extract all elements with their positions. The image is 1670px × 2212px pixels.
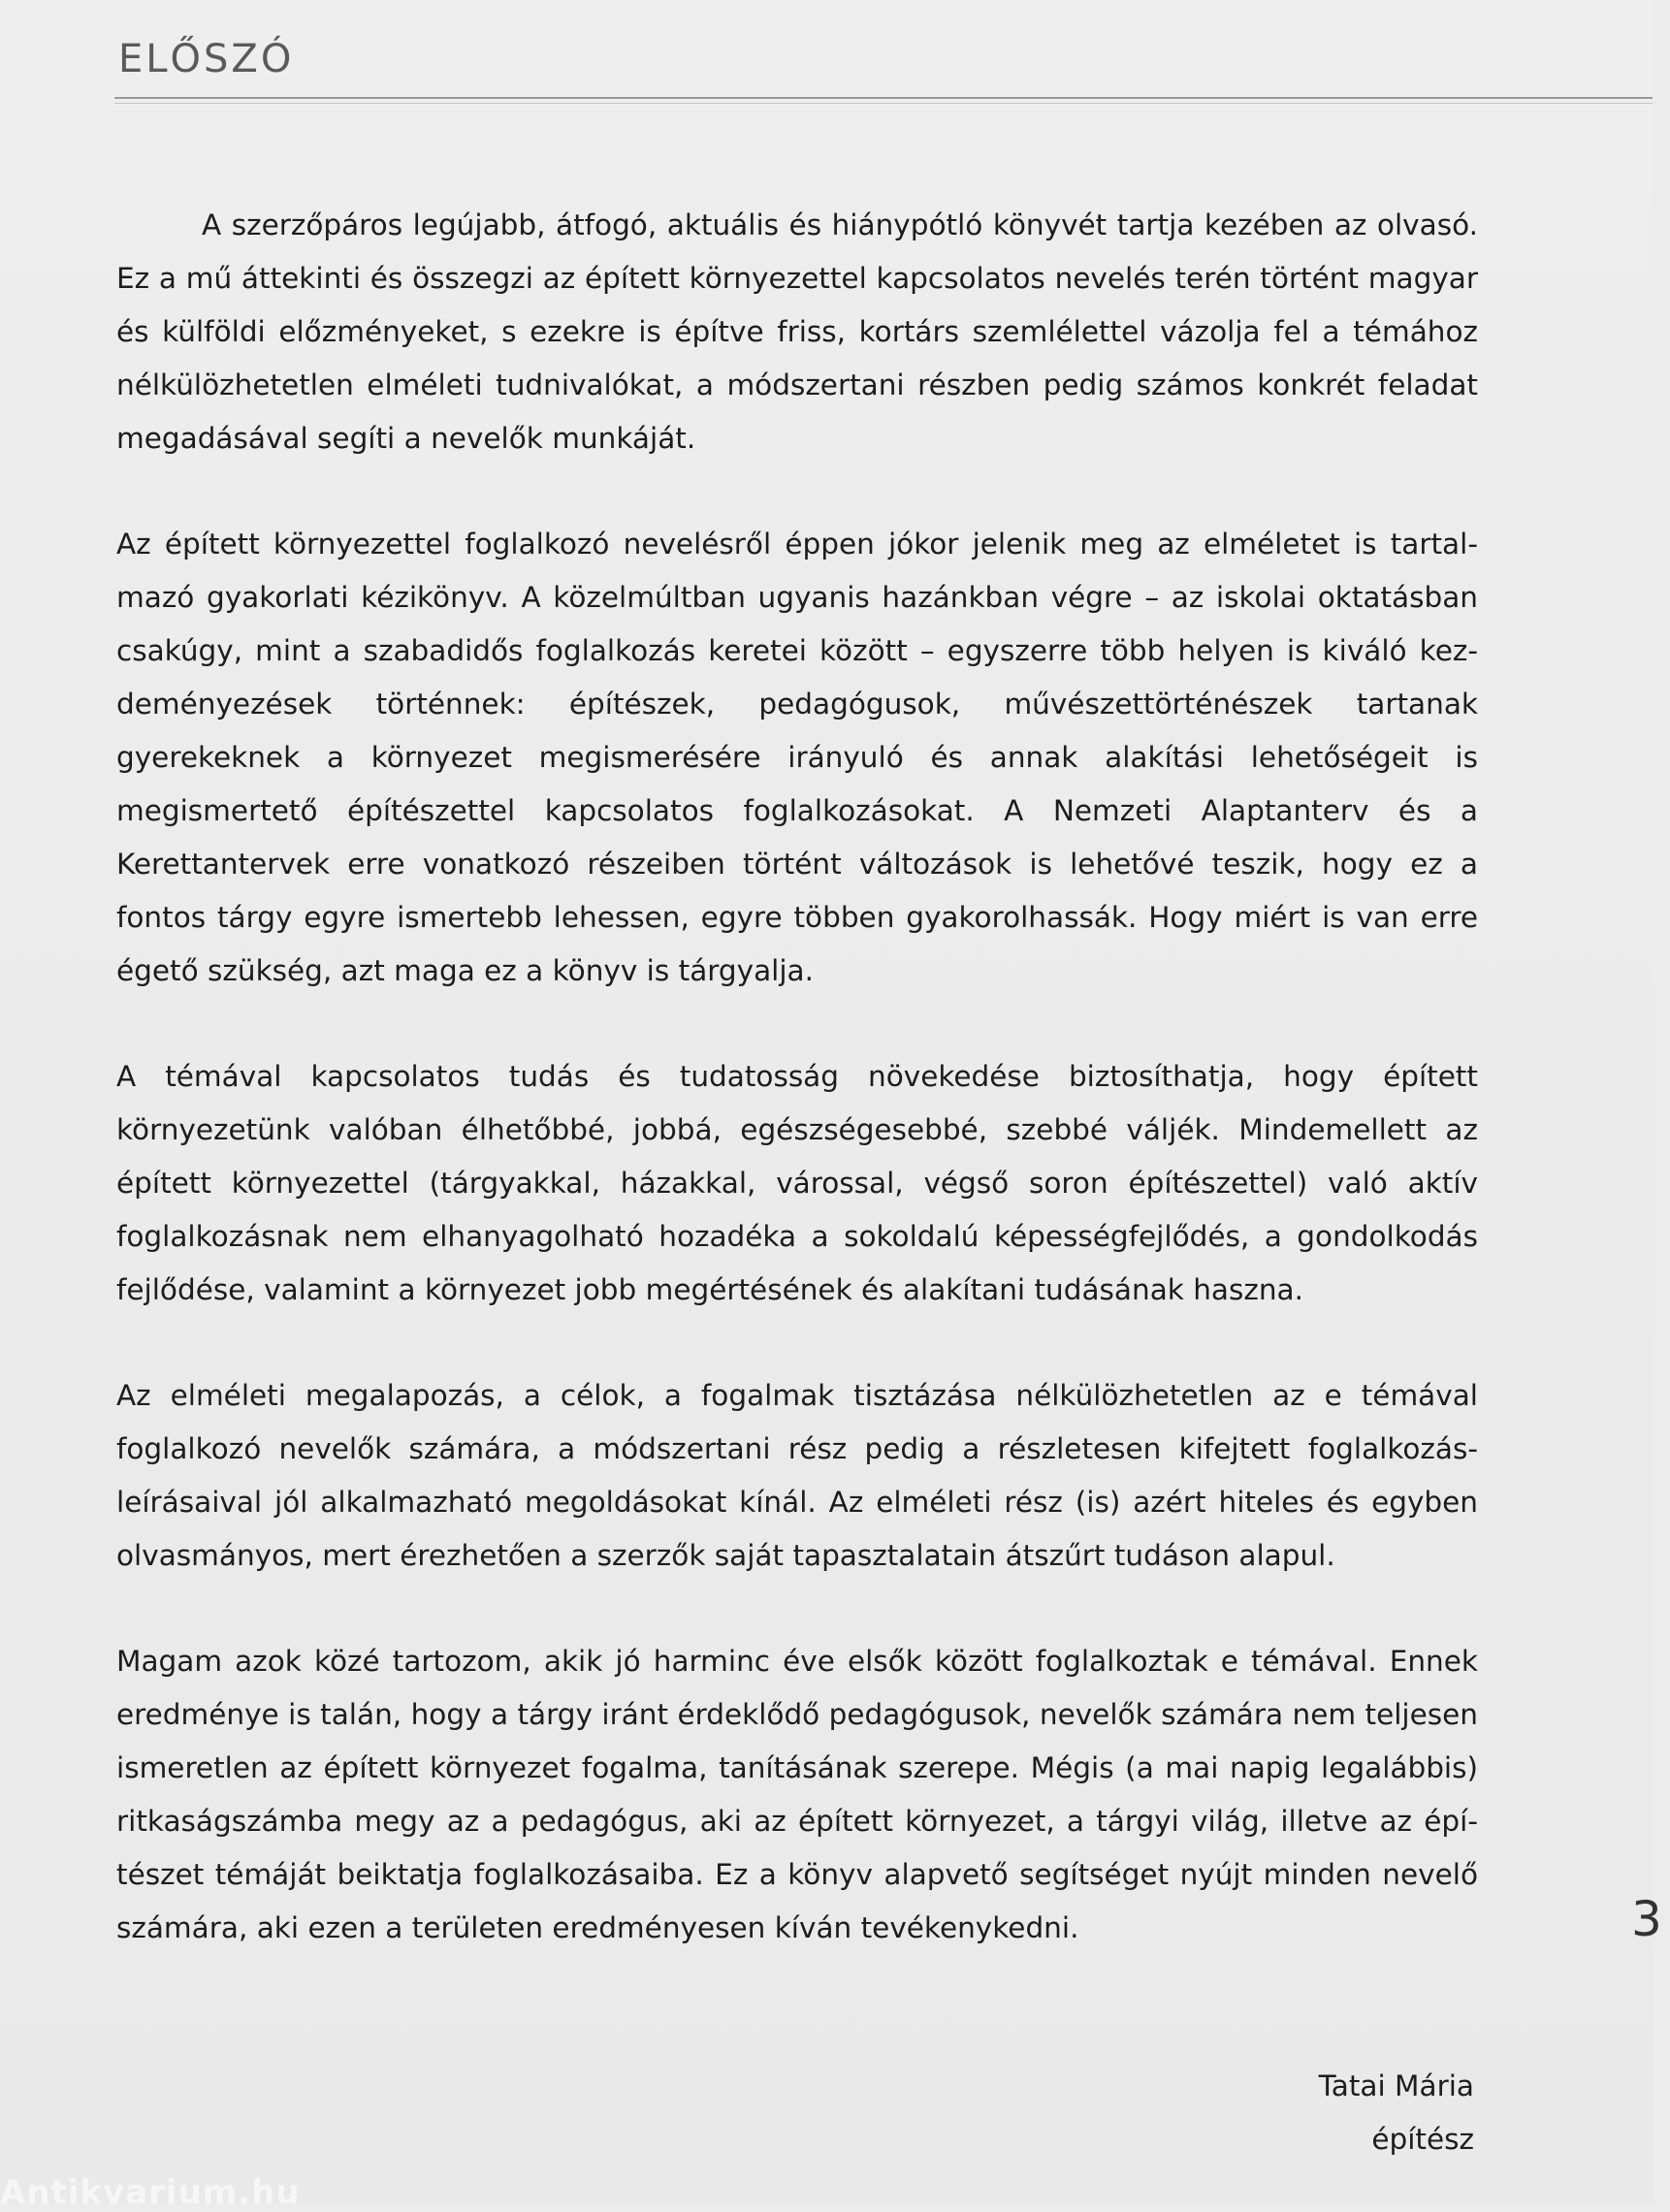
- paragraph-1: A szerzőpáros legújabb, átfogó, aktuális és hiánypótló könyvét tartja kezében az olvasó. Ez a mű áttekinti és összegzi az épített környezettel kapcsolatos nevelés terén történt magyar és külföldi előzményeket, s ezekre is építve friss, kortárs szemlélettel vázolja fel a témához nélkülözhetetlen elméleti tudnivalókat, a módszertani részben pedig számos konkrét feladat megadásával segíti a nevelők munkáját.: [116, 208, 1478, 455]
- body-text: [116, 199, 1478, 2007]
- signature-role: építész: [1371, 2123, 1474, 2156]
- signature: [1319, 2060, 1474, 2166]
- header-rule: [114, 97, 1653, 99]
- paragraph-5: Magam azok közé tartozom, akik jó harminc éve elsők között foglalkoztak e témával. Ennek eredménye is talán, hogy a tárgy iránt érdeklődő pedagógusok, nevelők számára nem teljesen ismeretlen az épített környezet fogalma, tanításának szerepe. Mégis (a mai napig legalábbis) ritkaságszámba megy az a pedagógus, aki az épített környezet, a tárgyi világ, illetve az építészet témáját beiktatja foglalkozásaiba. Ez a könyv alapvető segítséget nyújt minden nevelő számára, aki ezen a területen eredményesen kíván tevékenykedni.: [116, 1645, 1478, 1944]
- header-rule-secondary: [114, 103, 1653, 104]
- running-header-title: ELŐSZÓ: [118, 37, 295, 81]
- signature-name: Tatai Mária: [1318, 2069, 1474, 2102]
- watermark: Antikvarium.hu: [0, 2173, 301, 2212]
- paragraph-3: A témával kapcsolatos tudás és tudatosság növekedése biztosíthatja, hogy épített környezetünk valóban élhetőbbé, jobbá, egészségesebbé, szebbé váljék. Mindemellett az épített környezettel (tárgyakkal, házakkal, várossal, végső soron építészettel) való aktív foglalkozásnak nem elhanyagolható hozadéka a sokoldalú képességfejlődés, a gondolkodás fejlődése, valamint a környezet jobb megértésének és alakítani tudásának haszna.: [116, 1060, 1478, 1306]
- paragraph-4: Az elméleti megalapozás, a célok, a fogalmak tisztázása nélkülözhetetlen az e témával foglalkozó nevelők számára, a módszertani rész pedig a részletesen kifejtett foglalkozás-leírásaival jól alkalmazható megoldásokat kínál. Az elméleti rész (is) azért hiteles és egyben olvasmányos, mert érezhetően a szerzők saját tapasztalatain átszűrt tudáson alapul.: [116, 1379, 1478, 1572]
- page-number: 3: [1631, 1891, 1662, 1947]
- paragraph-2: Az épített környezettel foglalkozó nevelésről éppen jókor jelenik meg az elméletet is tartalmazó gyakorlati kézikönyv. A közelmúltban ugyanis hazánkban végre – az iskolai oktatásban csakúgy, mint a szabadidős foglalkozás keretei között – egyszerre több helyen is kiváló kezdeményezések történnek: építészek, pedagógusok, művészettörténészek tartanak gyerekeknek a környezet megismerésére irányuló és annak alakítási lehetőségeit is megismertető építészettel kapcsolatos foglalkozásokat. A Nemzeti Alaptanterv és a Kerettantervek erre vonatkozó részeiben történt változások is lehetővé teszik, hogy ez a fontos tárgy egyre ismertebb lehessen, egyre többen gyakorolhassák. Hogy miért is van erre égető szükség, azt maga ez a könyv is tárgyalja.: [116, 528, 1478, 987]
